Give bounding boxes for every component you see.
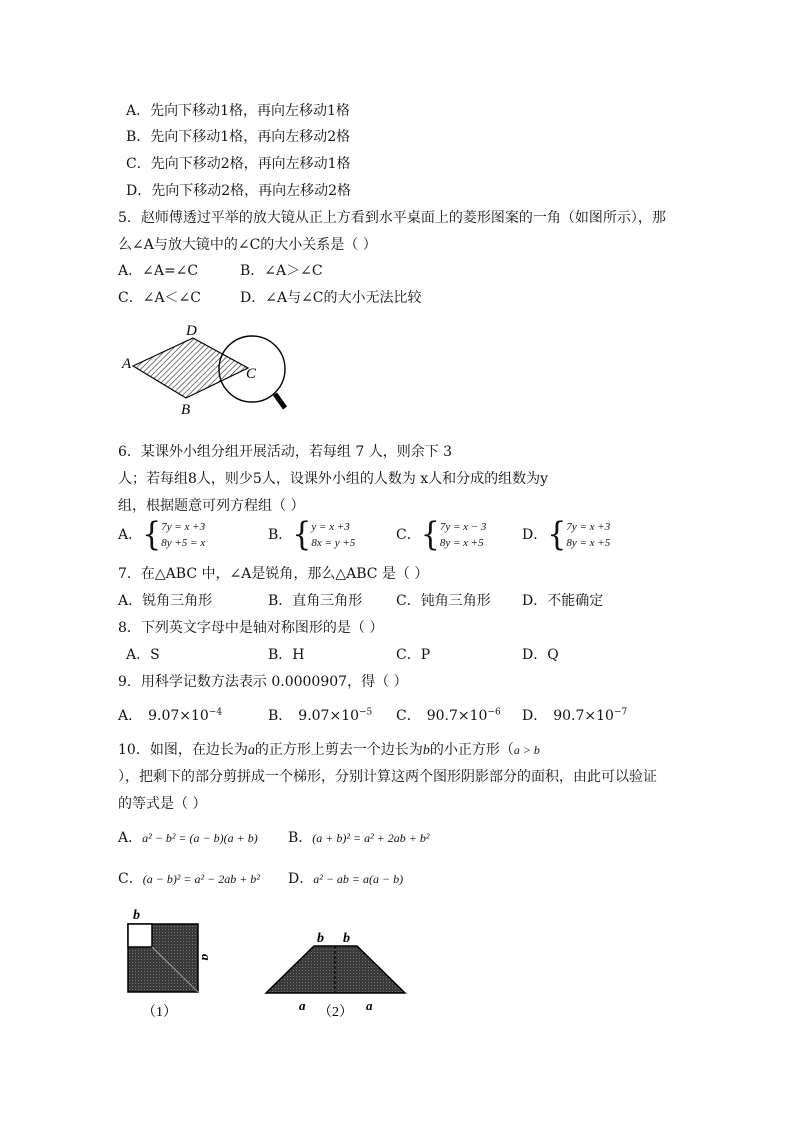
q5-option-b: B．∠A＞∠C [240,263,323,279]
label-b: B [181,402,191,418]
q10-option-b: B．(a + b)² = a² + 2ab + b² [288,830,430,846]
q9-stem: 9．用科学记数方法表示 0.0000907，得（ ） [118,674,408,690]
small-square-cut [128,924,152,947]
fig2-label-a-right: a [366,998,373,1013]
fig2-label-b-left: b [317,931,324,946]
q10-option-a: A．a² − b² = (a − b)(a + b) [118,830,258,846]
q10-figure-1-square [120,902,230,1026]
q6-stem-line3: 组，根据题意可列方程组（ ） [118,498,305,514]
q6-option-a: A．{7y = x +3 8y +5 = x [118,515,206,554]
q5-option-a: A．∠A=∠C [118,263,199,279]
q8-option-c: C．P [396,647,431,663]
label-c: C [246,366,257,382]
q9-option-c: C． $90.7\times 10^{-6}$ [396,707,501,724]
q7-stem: 7．在△ABC 中，∠A是锐角，那么△ABC 是（ ） [118,566,429,582]
q8-option-b: B．H [268,647,305,663]
q7-option-d: D．不能确定 [522,593,604,609]
q4-option-a: A．先向下移动1格，再向左移动1格 [126,103,350,119]
q10-stem-line3: 的等式是（ ） [118,796,207,812]
q10-figure-2-trapezoid [262,930,412,1026]
q6-option-b: B．{y = x +3 8x = y +5 [268,515,356,554]
fig2-label-b-right: b [343,931,350,946]
q5-option-c: C．∠A＜∠C [118,290,201,306]
q5-option-d: D．∠A与∠C的大小无法比较 [240,290,422,306]
q6-stem-line1: 6．某课外小组分组开展活动，若每组 7 人，则余下 3 [118,444,453,460]
q8-stem: 8．下列英文字母中是轴对称图形的是（ ） [118,620,384,636]
fig2-label-a-left: a [299,998,306,1013]
q9-option-a: A． $9.07\times 10^{-4}$ [118,707,223,724]
q5-rhombus-magnifier-figure [118,318,318,422]
q8-option-a: A．S [126,647,160,663]
q10-stem-line2: ），把剩下的部分剪拼成一个梯形，分别计算这两个图形阴影部分的面积，由此可以验证 [118,769,657,785]
magnifier-handle [275,394,285,408]
q4-option-c: C．先向下移动2格，再向左移动1格 [126,156,351,172]
label-d: D [186,323,197,339]
q10-option-c: C．(a − b)² = a² − 2ab + b² [118,871,260,887]
q7-option-b: B．直角三角形 [268,593,363,609]
q4-option-d: D．先向下移动2格，再向左移动2格 [126,183,352,199]
q6-option-d: D．{7y = x +3 8y = x +5 [522,515,611,554]
q7-option-a: A．锐角三角形 [118,593,213,609]
q7-option-c: C．钝角三角形 [396,593,491,609]
label-a: A [122,356,132,372]
q10-stem-line1: 10．如图，在边长为a的正方形上剪去一个边长为b的小正方形（a > b [118,742,540,758]
q6-option-c: C．{7y = x − 3 8y = x +5 [396,515,487,554]
fig1-label-b: b [133,908,140,923]
fig1-label-a: a [199,954,214,961]
fig1-caption: （1） [142,1005,177,1020]
q4-option-b: B．先向下移动1格，再向左移动2格 [126,129,351,145]
q5-stem-line2: 么∠A与放大镜中的∠C的大小关系是（ ） [118,237,377,253]
q9-option-b: B． $9.07\times 10^{-5}$ [268,707,373,724]
fig2-caption: （2） [318,1005,353,1020]
q6-stem-line2: 人；若每组8人，则少5人，设课外小组的人数为 x人和分成的组数为y [118,471,549,487]
q5-stem-line1: 5．赵师傅透过平举的放大镜从正上方看到水平桌面上的菱形图案的一角（如图所示），那 [118,210,666,226]
q8-option-d: D．Q [522,647,559,663]
q10-option-d: D．a² − ab = a(a − b) [288,871,404,887]
q9-option-d: D． $90.7\times 10^{-7}$ [522,707,628,724]
